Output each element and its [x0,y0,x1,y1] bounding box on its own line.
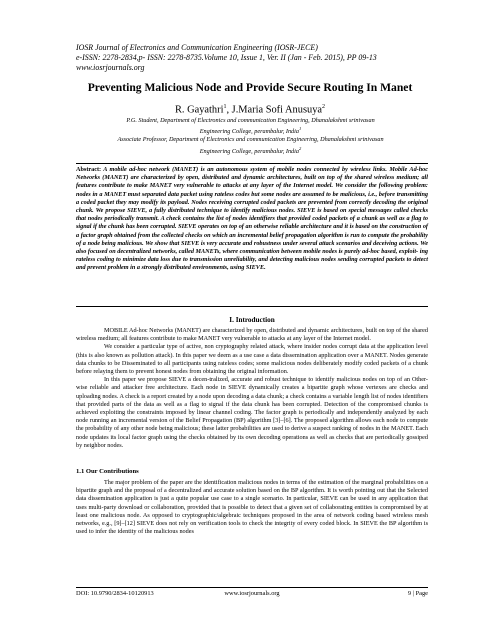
author-name: R. Gayathri [174,104,224,116]
author-superscript: 2 [322,104,325,110]
abstract-top-rule [76,163,428,164]
paragraph: In this paper we propose SIEVE a decen-tralized, accurate and robust technique to identify malicious nodes on top of an Other-wise reliable and attacker free architecture. Each node in SIEVE dynamically creates a bipartite graph whose vertexes are checks and uploading nodes. A check is a report created by a node upon decoding a data chunk; a check contains a variable length list of nodes identifiers that provided parts of the data as well as a flag to signal if the data chunk has been corrupted. Detection of the compromised chunks is achieved exploiting the constraints imposed by linear channel coding. The factor graph is periodically and independently analyzed by each node running an incremental version of the Belief Propagation (BP) algorithm [3]–[6]. The proposed algorithm allows each node to compute the probability of any other node being malicious; these latter probabilities are used to derive a suspect ranking of nodes in the MANET. Each node updates its local factor graph using the checks obtained by its own decoding operations as well as checks that are periodically gossiped by neighbor nodes. [76,376,428,449]
journal-name: IOSR Journal of Electronics and Communication Engineering (IOSR-JECE) [76,43,318,52]
affiliation-line: Associate Professor, Department of Electronics and communication Engineering, Dhanalakshmi srinivasan [117,136,384,144]
affiliations [88,117,413,156]
paper-title: Preventing Malicious Node and Provide Secure Routing In Manet [87,81,413,94]
author-list [60,101,440,116]
footer-rule [76,587,428,588]
affiliation-superscript: 1 [298,126,302,132]
affiliation-line: P.G. Student, Department of Electronics and communication Engineering, Dhanalakshmi srinivasan [126,117,375,124]
abstract-bottom-rule [76,306,428,307]
subsection-heading-contributions: 1.1 Our Contributions [76,468,139,475]
journal-header [76,43,436,73]
affiliation-line: Engineering College, perambalur, India$^2$ [199,145,302,155]
abstract [76,166,428,273]
footer-site[interactable]: www.iosrjournals.org [224,590,280,597]
affiliation-superscript: 2 [298,145,302,151]
paragraph: MOBILE Ad-hoc Networks (MANET) are characterized by open, distributed and dynamic architectures, built on top of the shared wireless medium; all features contribute to make MANET very vulnerable to attacks at any layer of the Internet model. [76,327,428,343]
author-superscript: 1 [223,104,227,110]
footer-doi: DOI: 10.9790/2834-10120913 [76,590,154,597]
affiliation-line: Engineering College, perambalur, India$^1$ [199,126,302,136]
paragraph: The major problem of the paper are the identification malicious nodes in terms of the estimation of the marginal probabilities on a bipartite graph and the proposal of a decentralized and accurate solution based on the BP algorithm. It is worth pointing out that the Selected data dissemination application is just a quite popular use case to a single scenario. In particular, SIEVE can be used in any application that uses multi-party download or collaboration, provided that is possible to detect that a given set of collaborating entities is compromised by at least one malicious node. As opposed to cryptographic/algebraic techniques proposed in the area of network coding based wireless mesh networks, e.g., [9]–[12] SIEVE does not rely on verification tools to check the integrity of every coded block. In SIEVE the BP algorithm is used to infer the identity of the malicious nodes [76,479,428,536]
journal-url[interactable]: www.iosrjournals.org [76,63,145,72]
contributions-body [76,479,428,536]
author-name: , J.Maria Sofi Anusuya [226,104,322,116]
introduction-body [76,327,428,450]
journal-issn: e-ISSN: 2278-2834,p- ISSN: 2278-8735.Volume 10, Issue 1, Ver. II (Jan - Feb. 2015), PP 09-13 [76,53,377,62]
abstract-label: Abstract: [76,166,102,173]
abstract-text: A mobile ad-hoc network (MANET) is an autonomous system of mobile nodes connected by wireless links. Mobile Ad-hoc Networks (MANET) are characterized by open, distributed and dynamic architectures, built on top of the shared wireless medium; all features contribute to make MANET very vulnerable to attacks at any layer of the Internet model. We consider the following problem: nodes in a MANET must separated data packet using rateless codes but some nodes are assumed to be malicious, i.e., before transmitting a coded packet they may modify its payload. Nodes receiving corrupted coded packets are prevented from correctly decoding the original chunk. We propose SIEVE, a fully distributed technique to identify malicious nodes. SIEVE is based on special messages called checks that nodes periodically transmit. A check contains the list of nodes identifiers that provided coded packets of a chunk as well as a flag to signal if the chunk has been corrupted. SIEVE operates on top of an otherwise reliable architecture and it is based on the construction of a factor graph obtained from the collected checks on which an incremental belief propagation algorithm is run to compute the probability of a node being malicious. We show that SIEVE is very accurate and robustness under several attack scenarios and deceiving actions. We also focused on decentralized networks, called MANETs, where communication between mobile nodes is purely ad-hoc based, exploit- ing rateless coding to minimize data loss due to transmission unreliability, and detecting malicious nodes sending corrupted packets to detect and prevent problem in a strongly distributed environments, using SIEVE. [76,166,428,272]
paragraph: We consider a particular type of active, non cryptography related attack, where insider nodes corrupt data at the application level (this is also known as pollution attack). In this paper we deem as a use case a data dissemination application over a MANET. Nodes generate data chunks to be Disseminated to all participants using rateless codes; some malicious nodes deliberately modify coded packets of a chunk before relaying them to prevent honest nodes from obtaining the original information. [76,343,428,376]
footer-page-number: 9 | Page [407,590,428,597]
section-heading-introduction: I. Introduction [229,316,275,324]
